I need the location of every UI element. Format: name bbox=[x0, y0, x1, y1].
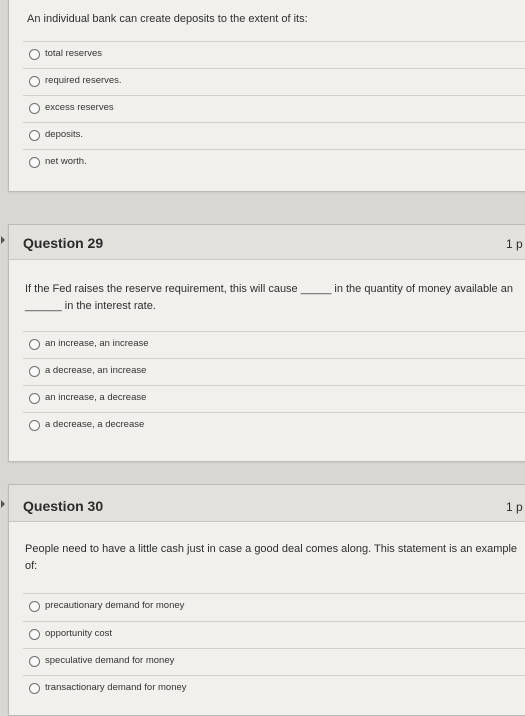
question-text-continued: of: bbox=[25, 560, 38, 572]
question-text-continued: ______ in the interest rate. bbox=[25, 300, 156, 312]
radio-icon[interactable] bbox=[29, 130, 40, 141]
answer-label: precautionary demand for money bbox=[45, 600, 185, 611]
answer-label: a decrease, an increase bbox=[45, 365, 147, 376]
answer-option[interactable] bbox=[23, 385, 525, 411]
answer-option[interactable] bbox=[23, 95, 525, 121]
answer-label: deposits. bbox=[45, 129, 84, 140]
answer-option[interactable] bbox=[23, 593, 525, 619]
answer-label: total reserves bbox=[45, 48, 103, 59]
radio-icon[interactable] bbox=[29, 76, 40, 87]
answer-label: an increase, an increase bbox=[45, 338, 149, 349]
question-text: An individual bank can create deposits to the extent of its: bbox=[27, 13, 308, 25]
answer-option[interactable] bbox=[23, 621, 525, 647]
question-card-29 bbox=[8, 224, 525, 462]
radio-icon[interactable] bbox=[29, 49, 40, 60]
radio-icon[interactable] bbox=[29, 366, 40, 377]
question-header bbox=[9, 485, 525, 522]
question-marker-icon bbox=[1, 500, 5, 508]
answer-option[interactable] bbox=[23, 68, 525, 94]
answer-option[interactable] bbox=[23, 331, 525, 357]
radio-icon[interactable] bbox=[29, 157, 40, 168]
question-text: People need to have a little cash just in case a good deal comes along. This statement is an example bbox=[25, 543, 518, 555]
radio-icon[interactable] bbox=[29, 103, 40, 114]
question-points: 1 p bbox=[506, 500, 523, 514]
question-card-previous bbox=[8, 0, 525, 192]
question-header bbox=[9, 225, 525, 260]
question-card-30 bbox=[8, 484, 525, 716]
answer-option[interactable] bbox=[23, 149, 525, 175]
answer-option[interactable] bbox=[23, 122, 525, 148]
question-title: Question 29 bbox=[23, 235, 104, 251]
answer-label: excess reserves bbox=[45, 102, 114, 113]
radio-icon[interactable] bbox=[29, 420, 40, 431]
answer-label: speculative demand for money bbox=[45, 655, 175, 666]
answer-label: transactionary demand for money bbox=[45, 682, 187, 693]
radio-icon[interactable] bbox=[29, 683, 40, 694]
answer-option[interactable] bbox=[23, 41, 525, 67]
answer-label: an increase, a decrease bbox=[45, 392, 147, 403]
radio-icon[interactable] bbox=[29, 601, 40, 612]
answer-label: net worth. bbox=[45, 156, 87, 167]
question-title: Question 30 bbox=[23, 498, 104, 514]
answer-option[interactable] bbox=[23, 675, 525, 701]
answer-label: opportunity cost bbox=[45, 628, 113, 639]
answer-label: a decrease, a decrease bbox=[45, 419, 145, 430]
answer-option[interactable] bbox=[23, 412, 525, 438]
answer-option[interactable] bbox=[23, 648, 525, 674]
radio-icon[interactable] bbox=[29, 339, 40, 350]
question-points: 1 p bbox=[506, 237, 523, 251]
radio-icon[interactable] bbox=[29, 393, 40, 404]
answer-label: required reserves. bbox=[45, 75, 122, 86]
question-marker-icon bbox=[1, 236, 5, 244]
radio-icon[interactable] bbox=[29, 656, 40, 667]
radio-icon[interactable] bbox=[29, 629, 40, 640]
answer-option[interactable] bbox=[23, 358, 525, 384]
question-text: If the Fed raises the reserve requirement, this will cause _____ in the quantity of money available an bbox=[25, 283, 513, 295]
